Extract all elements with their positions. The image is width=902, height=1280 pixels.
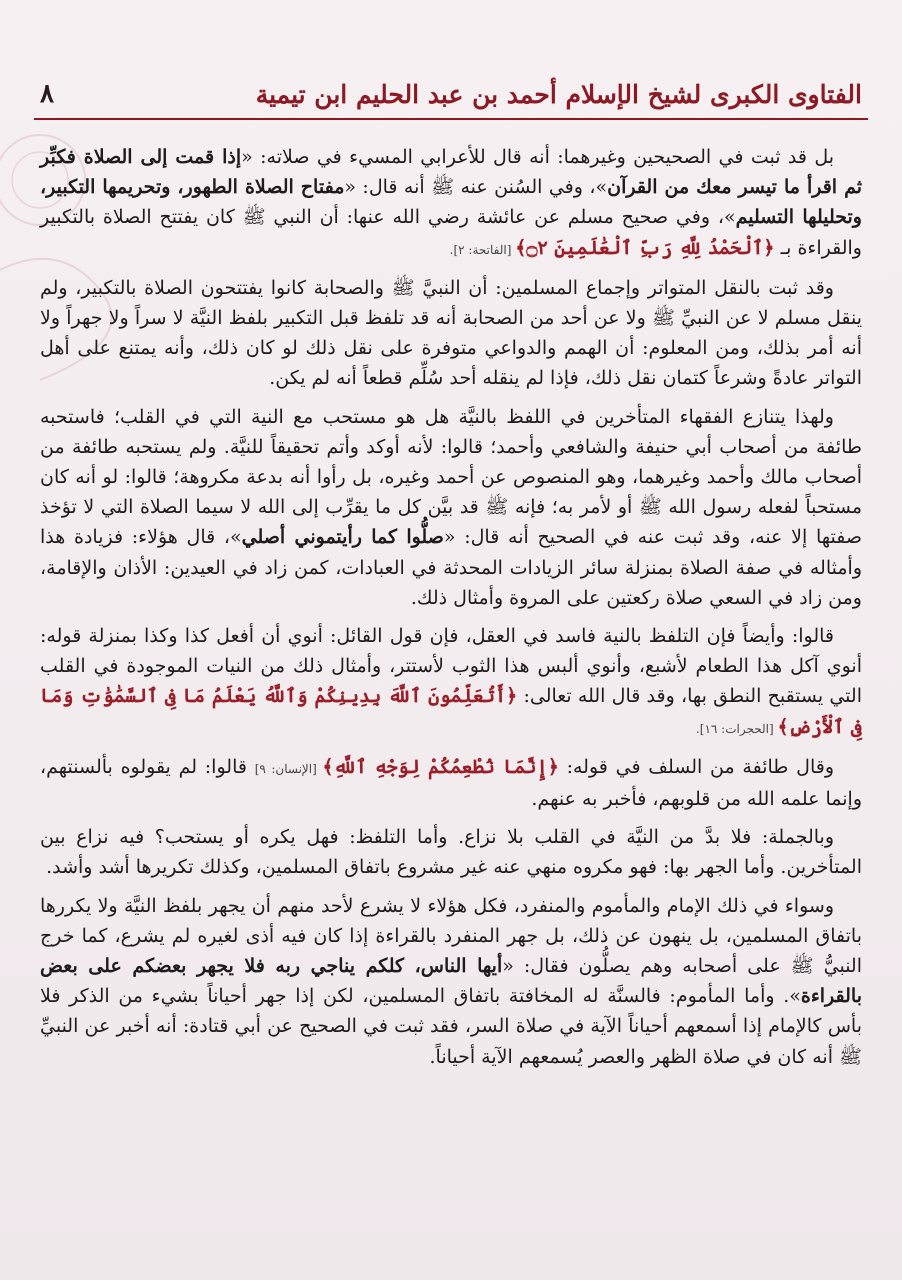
paragraph — [40, 142, 862, 265]
paragraph — [40, 752, 862, 814]
paragraph-text: ». وأما المأموم: فالسنَّة له المخافتة باتفاق المسلمين، لكن إذا جهر أحياناً بشيء من الذكر فلا بأس كالإمام إذا أسمعهم أحياناً الآية في صلاة السر، فقد ثبت في الصحيح عن أبي قتادة: أنه أخبر عن النبيِّ ﷺ أنه كان في صلاة الظهر والعصر يُسمعهم الآية أحياناً. — [40, 985, 862, 1068]
page-header — [40, 72, 862, 116]
paragraph — [40, 402, 862, 613]
paragraph-text: »، وفي صحيح مسلم عن عائشة رضي الله عنها: أن النبي ﷺ كان يفتتح الصلاة بالتكبير والقراءة بـ — [40, 206, 862, 259]
hadith-quote: أيها الناس، كلكم يناجي ربه فلا يجهر بعضكم على بعض بالقراءة — [40, 955, 862, 1008]
page-number: ٨ — [40, 79, 54, 109]
paragraph-text: وقد ثبت بالنقل المتواتر وإجماع المسلمين: أن النبيَّ ﷺ والصحابة كانوا يفتتحون الصلاة بالتكبير، ولم ينقل مسلم لا عن النبيِّ ﷺ ولا عن أحد من الصحابة أنه قد تلفظ قبل التكبير بلفظ النيَّة لا سراً ولا جهراً ولا أنه أمر بذلك، ومن المعلوم: أن الهمم والدواعي متوفرة على نقل ذلك لو كان ذلك، وأنه يمتنع على أهل التواتر عادةً وشرعاً كتمان نقل ذلك، فإذا لم ينقله أحد سُلِّم قطعاً أنه لم يكن. — [40, 276, 862, 390]
paragraph-text: »، قال هؤلاء: فزيادة هذا وأمثاله في صفة الصلاة بمنزلة سائر الزيادات المحدثة في العبادات، كمن زاد في العيدين: الأذان والإقامة، ومن زاد في السعي صلاة ركعتين على المروة وأمثال ذلك. — [40, 526, 862, 609]
paragraph-text: بل قد ثبت في الصحيحين وغيرهما: أنه قال للأعرابي المسيء في صلاته: « — [241, 146, 834, 168]
paragraph — [40, 891, 862, 1072]
paragraph-text: »، وفي السُنن عنه ﷺ أنه قال: « — [344, 176, 608, 199]
quran-verse: ﴿ٱلْحَمْدُ لِلَّهِ رَبِّ ٱلْعَٰلَمِينَ ۝٢﴾ — [515, 236, 775, 259]
paragraph — [40, 822, 862, 882]
hadith-quote: مفتاح الصلاة الطهور، وتحريمها التكبير، وتحليلها التسليم — [40, 176, 862, 229]
header-divider — [34, 118, 868, 120]
paragraph-text: قالوا: لم يقولوه بألسنتهم، وإنما علمه الله من قلوبهم، فأخبر به عنهم. — [40, 755, 862, 811]
paragraph-text: وقال طائفة من السلف في قوله: — [558, 755, 835, 778]
verse-reference: [الحجرات: ١٦]. — [695, 721, 778, 736]
paragraph-text: قالوا: وأيضاً فإن التلفظ بالنية فاسد في العقل، فإن قول القائل: أنوي أن أفعل كذا وكذا بمنزلة قوله: أنوي آكل هذا الطعام لأشبع، وأنوي ألبس هذا الثوب لأستتر، وأمثال ذلك من النيات الموجودة في القلب التي يستقبح النطق بها، وقد قال الله تعالى: — [40, 625, 862, 708]
paragraph-text: ولهذا يتنازع الفقهاء المتأخرين في اللفظ بالنيَّة هل هو مستحب مع النية التي في القلب؛ فاستحبه طائفة من أصحاب أبي حنيفة والشافعي وأحمد؛ قالوا: لأنه أوكد وأتم تحقيقاً للنيَّة. ولم يستحبه طائفة من أصحاب مالك وأحمد وغيرهما، وهو المنصوص عن أحمد وغيره، بل رأوا أنه بدعة مكروهة؛ قالوا: لو أنه كان مستحباً لفعله رسول الله ﷺ أو لأمر به؛ فإنه ﷺ قد بيَّن كل ما يقرِّب إلى الله لا سيما الصلاة التي لا تؤخذ صفتها إلا عنه، وقد ثبت عنه في الصحيح أنه قال: « — [40, 405, 862, 549]
verse-reference: [الإنسان: ٩] — [254, 761, 323, 776]
verse-reference: [الفاتحة: ٢]. — [449, 242, 516, 257]
hadith-quote: إذا قمت إلى الصلاة فكبِّر ثم اقرأ ما تيسر معك من القرآن — [40, 146, 862, 199]
paragraph-text: وسواء في ذلك الإمام والمأموم والمنفرد، فكل هؤلاء لا يشرع لأحد منهم أن يجهر بلفظ النيَّة ولا يكررها باتفاق المسلمين، بل ينهون عن ذلك، بل جهر المنفرد بالقراءة إذا كان فيه أذى لغيره لم يشرع، كما خرج النبيُّ ﷺ على أصحابه وهم يصلُّون فقال: « — [40, 894, 862, 978]
paragraph — [40, 621, 862, 744]
quran-verse: ﴿أَتُعَلِّمُونَ ٱللَّهَ بِدِينِكُمْ وَٱللَّهُ يَعْلَمُ مَا فِى ٱلسَّمَٰوَٰتِ وَمَا فِى ٱلْأَرْضِ﴾ — [40, 685, 862, 738]
body-text — [40, 142, 862, 1268]
paragraph — [40, 273, 862, 394]
paragraph-text: وبالجملة: فلا بدَّ من النيَّة في القلب بلا نزاع. وأما التلفظ: فهل يكره أو يستحب؟ فيه نزاع بين المتأخرين. وأما الجهر بها: فهو مكروه منهي عنه غير مشروع باتفاق المسلمين، وكذلك تكريرها أشد وأشد. — [40, 826, 862, 879]
quran-verse: ﴿إِنَّمَا نُطْعِمُكُمْ لِوَجْهِ ٱللَّهِ﴾ — [322, 755, 559, 778]
hadith-quote: صلُّوا كما رأيتموني أصلي — [241, 526, 444, 549]
running-title: الفتاوى الكبرى لشيخ الإسلام أحمد بن عبد الحليم ابن تيمية — [255, 79, 862, 109]
